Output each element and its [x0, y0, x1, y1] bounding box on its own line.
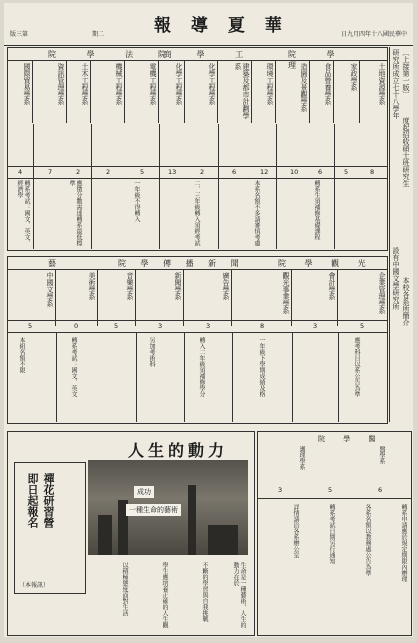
note-text: 應徵分數需達轉系最低標準 — [68, 180, 82, 246]
table-title: 院 學 醫 — [318, 435, 384, 443]
quota-value: 6 — [378, 486, 383, 494]
quota-value: 12 — [260, 168, 269, 176]
band-label: 院 學 傳 播 新 聞 — [118, 259, 245, 268]
sidebar-column — [389, 47, 411, 422]
quota-value: 0 — [74, 322, 79, 330]
note-text: 轉系考試：國文、英文、經濟學 — [16, 180, 30, 246]
quota-value: 6 — [232, 168, 237, 176]
column-header: 企業管理學系 — [378, 272, 386, 314]
quota-value: 3 — [313, 322, 318, 330]
quota-value: 2 — [106, 168, 111, 176]
note-text: 另加考術科 — [148, 337, 155, 367]
transfer-quota-table-upper — [7, 47, 388, 251]
column-header: 食品營養學系 — [310, 61, 334, 123]
column-header: 觀光事業學系 — [232, 270, 292, 326]
feature-body — [88, 562, 248, 630]
body-line: 詳情請洽各系辦公室 — [292, 504, 299, 558]
note-text: 轉入二年級須補修學分 — [198, 337, 205, 397]
note-text: 轉系考試：國文、英文 — [70, 337, 77, 397]
quota-value: 8 — [370, 168, 375, 176]
quota-row — [8, 166, 387, 179]
quota-value: 10 — [290, 168, 299, 176]
body-line: 轉系申請應於規定期限內辦理 — [400, 504, 407, 582]
band-label: 院 學 工 — [158, 50, 258, 59]
quota-row — [8, 320, 387, 333]
sidebar-line: 度起招收碩士班研究生 — [402, 117, 410, 187]
quota-value: 3 — [206, 322, 211, 330]
sidebar-line: 本校各系所簡介 — [402, 277, 410, 326]
body-line: 以積極態度面對生活 — [121, 562, 128, 616]
quota-value: 5 — [360, 322, 365, 330]
announcement-subtitle: 即日起報名 — [26, 473, 39, 528]
note-text: 一年級下學期成績及格 — [258, 337, 265, 397]
college-band — [8, 257, 387, 270]
quota-value: 4 — [18, 168, 23, 176]
body-line: 學生應培養正確的人生觀 — [161, 562, 168, 628]
page-number: 版三第 — [10, 31, 29, 38]
bottom-right-section — [257, 431, 412, 636]
newspaper-page — [4, 3, 413, 637]
note-text: 本系名額不多請審慎考慮 — [253, 180, 260, 246]
photo-caption: 一種生命的藝術 — [126, 504, 181, 516]
column-header: 中國文學系 — [8, 270, 56, 326]
column-header: 電機工程學系 — [125, 61, 159, 123]
transfer-quota-table-lower — [7, 256, 388, 424]
column-header: 造園及景觀學系 — [276, 61, 310, 123]
feature-title: 人生的動力 — [128, 441, 229, 460]
column-header: 資訊管理學系 — [33, 61, 67, 123]
column-header: 化學工程學系 — [185, 61, 218, 123]
note-text: 一年級不得轉入 — [133, 180, 140, 222]
feature-article — [7, 431, 255, 636]
college-band — [8, 48, 387, 70]
issue-number: 期二 — [92, 31, 105, 38]
note-text: 轉系生須補修基礎課程 — [313, 180, 320, 240]
quota-value: 5 — [344, 168, 349, 176]
quota-value: 6 — [318, 168, 323, 176]
quota-value: 5 — [328, 486, 333, 494]
newspaper-title: 報 導 夏 華 — [154, 16, 289, 36]
band-label: 院 學 法 商 — [48, 50, 186, 59]
quota-value: 3 — [278, 486, 283, 494]
announcement-title: 禪花研習營 — [42, 473, 55, 528]
column-header: 國際貿易學系 — [8, 61, 33, 123]
date-line: 日九月四年十八國民華中 — [340, 31, 407, 38]
sidebar-line: 設有中國文學研究所 — [392, 247, 400, 310]
band-label: 院 學 理 — [288, 50, 349, 70]
sidebar-line: 研究所成立七十八學年 — [392, 49, 400, 119]
column-header: 醫學系 — [378, 446, 385, 464]
body-line: 各系名額以教務處公告為準 — [364, 504, 371, 576]
column-header: 會計學系 — [292, 270, 338, 326]
note-text: 本組名額不限 — [18, 337, 25, 373]
column-header: 機械工程學系 — [91, 61, 125, 123]
column-header: 護理學系 — [298, 446, 305, 470]
masthead — [4, 3, 413, 46]
body-line: 生命是一種藝術，人生的動力在於 — [232, 562, 246, 628]
column-header: 家政學系 — [334, 61, 360, 123]
photo-caption: 成功 — [134, 486, 154, 498]
quota-value: 2 — [200, 168, 205, 176]
column-header: 廣告學系 — [184, 270, 232, 326]
column-header: 土木工程學系 — [67, 61, 91, 123]
column-header: 美術學系 — [56, 270, 98, 326]
quota-value: 5 — [28, 322, 33, 330]
body-line: 轉系考試日期另行通知 — [328, 504, 335, 564]
column-header: 土地資源學系 — [378, 63, 386, 105]
note-text: 應考科目以系公告為準 — [353, 337, 360, 397]
medical-college-table — [258, 432, 411, 499]
note-text: 二、三年級轉入須經考試 — [193, 180, 200, 246]
quota-value: 8 — [260, 322, 265, 330]
body-line: 不斷的學習與自我挑戰 — [201, 562, 208, 622]
column-header: 建築及都市計劃學系 — [218, 61, 252, 123]
column-header: 音樂學系 — [98, 270, 136, 326]
quota-value: 3 — [158, 322, 163, 330]
announcement-note: （本報訊） — [19, 582, 50, 589]
quota-value: 5 — [140, 168, 145, 176]
quota-value: 13 — [168, 168, 177, 176]
quota-value: 2 — [76, 168, 81, 176]
column-header: 化學工程學系 — [159, 61, 185, 123]
column-header: 環境工程學系 — [252, 61, 276, 123]
column-header: 新聞學系 — [136, 270, 184, 326]
band-label: 院 學 觀 光 — [278, 259, 374, 268]
sidebar-heading: 〔上接第一版〕 — [402, 49, 410, 98]
announcement-box — [14, 462, 86, 594]
band-label: 藝 — [48, 259, 70, 268]
quota-value: 7 — [48, 168, 53, 176]
feature-photo — [88, 460, 248, 555]
quota-value: 5 — [114, 322, 119, 330]
